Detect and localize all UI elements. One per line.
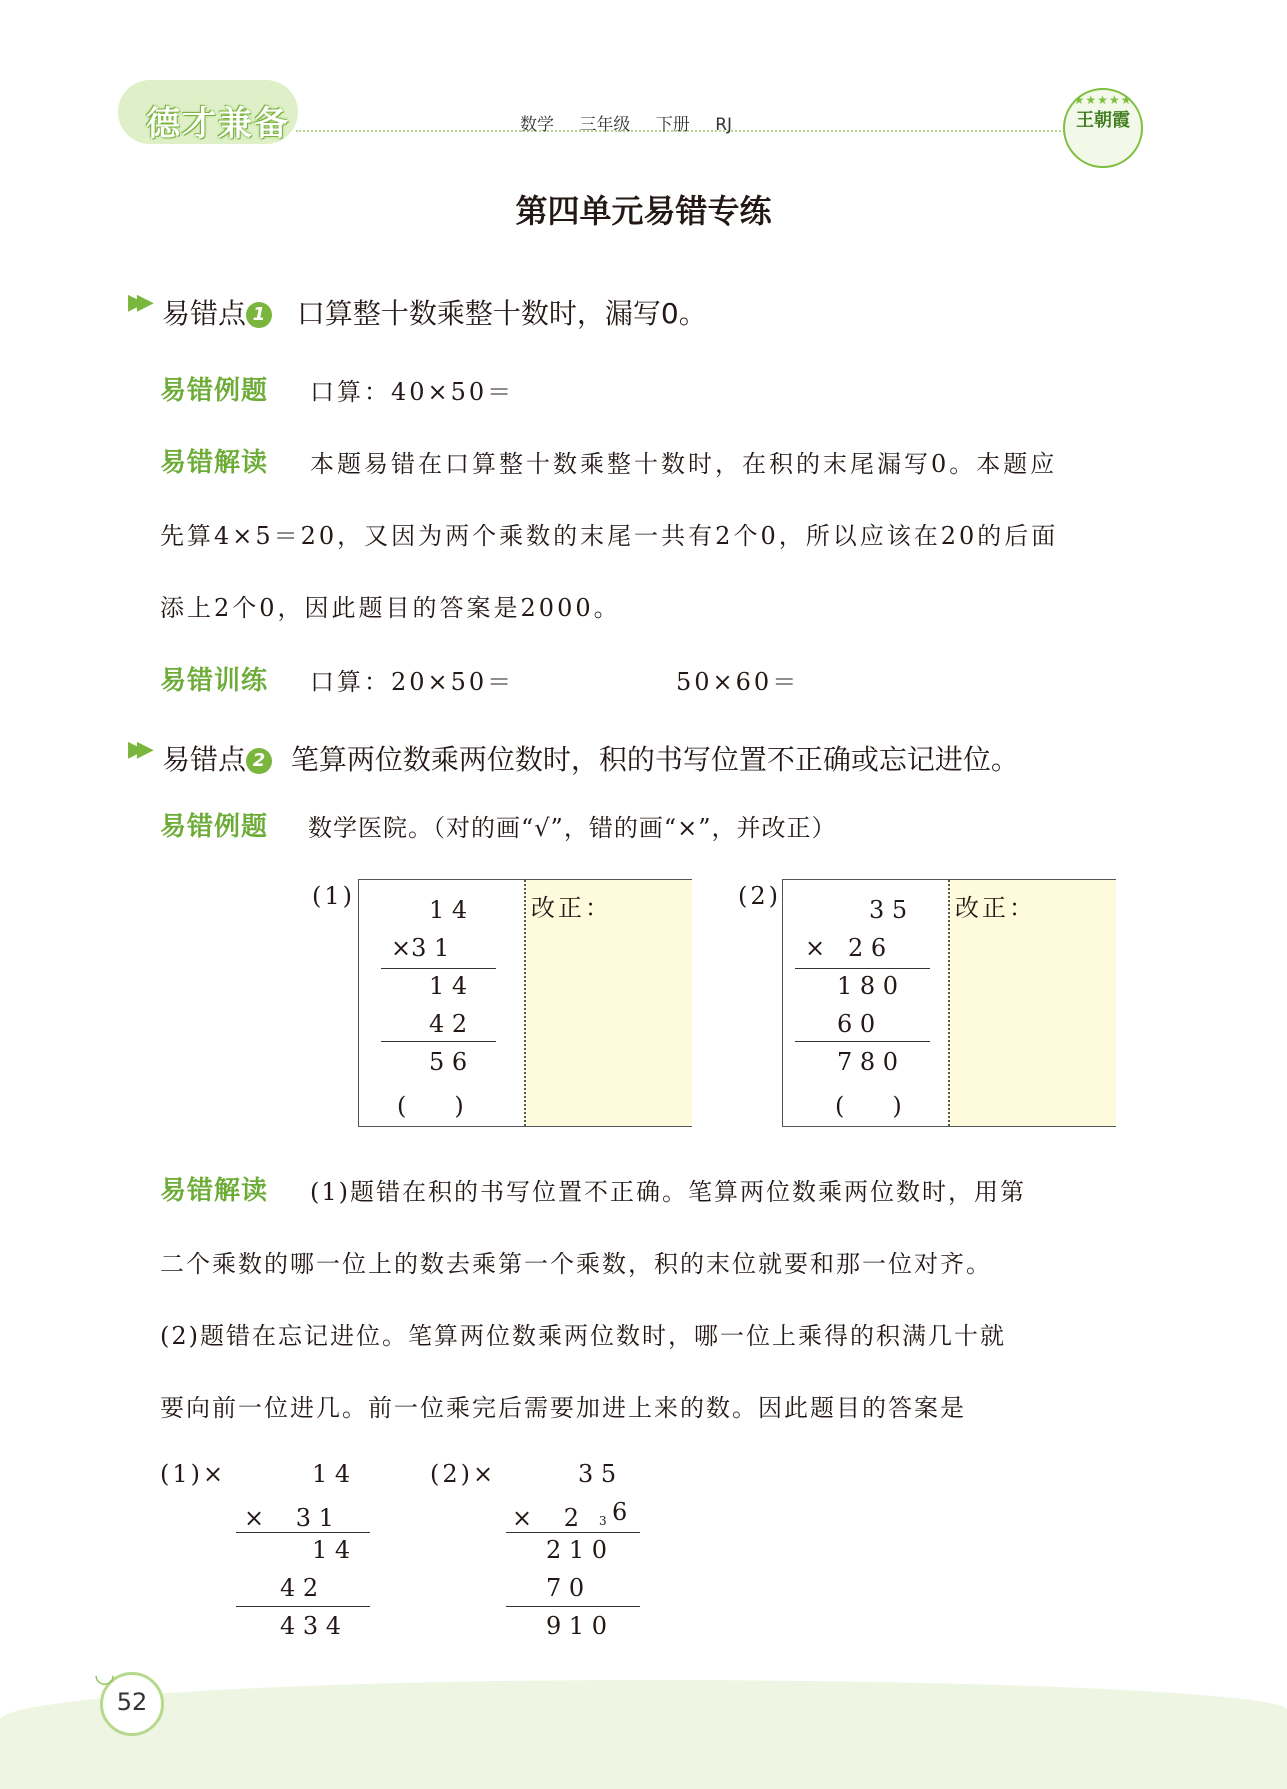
header-grade: 三年级 — [579, 115, 631, 135]
answer1-tag: (1)× — [160, 1460, 227, 1488]
point1-analysis-line1: 本题易错在口算整十数乘整十数时，在积的末尾漏写0。本题应 — [310, 450, 1058, 478]
dolphin-icon: ◡ — [94, 1660, 115, 1688]
point1-number: 1 — [246, 302, 272, 328]
box1-row3: 1 4 — [429, 972, 468, 1000]
point2-analysis-line3: (2)题错在忘记进位。笔算两位数乘两位数时，哪一位上乘得的积满几十就 — [160, 1322, 1006, 1350]
point2-heading — [162, 738, 1019, 778]
box1-row5: 5 6 — [429, 1048, 468, 1076]
box2 — [782, 879, 1116, 1127]
point2-number: 2 — [246, 748, 272, 774]
box2-row1: 3 5 — [869, 896, 908, 924]
point1-heading — [162, 292, 707, 332]
author-stamp — [1063, 88, 1143, 168]
point2-example-text: 数学医院。（对的画“√”，错的画“×”，并改正） — [308, 814, 837, 842]
point1-example-text: 口算：40×50＝ — [310, 378, 515, 406]
answer2-carry: 3 — [599, 1514, 607, 1528]
box2-judgement[interactable]: ( ) — [835, 1092, 902, 1120]
box1 — [358, 879, 692, 1127]
header-subject: 数学 — [520, 115, 554, 135]
page-number: 52 — [116, 1688, 148, 1716]
point2-analysis-line2: 二个乘数的哪一位上的数去乘第一个乘数，积的末位就要和那一位对齐。 — [160, 1250, 992, 1278]
point2-desc: 笔算两位数乘两位数时，积的书写位置不正确或忘记进位。 — [290, 743, 1019, 776]
box2-row5: 7 8 0 — [837, 1048, 899, 1076]
box2-row2: × 2 6 — [805, 934, 887, 962]
answer2-tag: (2)× — [430, 1460, 497, 1488]
box2-line2 — [795, 1041, 930, 1042]
answer1-row5: 4 3 4 — [280, 1612, 342, 1640]
point2-analysis-label: 易错解读 — [160, 1176, 269, 1206]
header-edition: RJ — [715, 115, 733, 135]
box2-row3: 1 8 0 — [837, 972, 899, 1000]
point1-analysis-line3: 添上2个0，因此题目的答案是2000。 — [160, 594, 621, 622]
answer1-row3: 1 4 — [312, 1536, 351, 1564]
box2-tag: (2) — [738, 882, 781, 910]
box1-judgement[interactable]: ( ) — [397, 1092, 464, 1120]
point1-training-b: 50×60＝ — [676, 668, 800, 696]
answer1-line2 — [236, 1606, 370, 1607]
box1-line2 — [381, 1041, 496, 1042]
answer2-row3: 2 1 0 — [546, 1536, 608, 1564]
answer2-line2 — [506, 1606, 640, 1607]
point1-analysis-line2: 先算4×5＝20，又因为两个乘数的末尾一共有2个0，所以应该在20的后面 — [160, 522, 1059, 550]
section-arrow-icon: ▶▶ — [128, 290, 146, 315]
header-volume: 下册 — [655, 115, 690, 135]
box2-correction-label: 改正： — [955, 894, 1036, 922]
answer1-row4: 4 2 — [280, 1574, 319, 1602]
point2-label: 易错点 — [162, 743, 247, 776]
answer2-row4: 7 0 — [546, 1574, 585, 1602]
brand-logo: 德才兼备 — [146, 104, 290, 144]
footer-band — [0, 1680, 1287, 1789]
box2-line1 — [795, 968, 930, 969]
point2-analysis-line1: (1)题错在积的书写位置不正确。笔算两位数乘两位数时，用第 — [310, 1178, 1026, 1206]
stars-icon: ★★★★★ — [1073, 93, 1133, 107]
answer2-row1: 3 5 — [578, 1460, 617, 1488]
answer2-row2: × 2 — [512, 1504, 580, 1532]
answer1-row2: × 3 1 — [244, 1504, 334, 1532]
box1-correction-label: 改正： — [531, 894, 612, 922]
answer1-line1 — [236, 1532, 370, 1533]
point1-training-a: 口算：20×50＝ — [310, 668, 515, 696]
box1-row1: 1 4 — [429, 896, 468, 924]
box1-row4: 4 2 — [429, 1010, 468, 1038]
point1-example-label: 易错例题 — [160, 376, 269, 406]
box1-tag: (1) — [312, 882, 355, 910]
point2-example-label: 易错例题 — [160, 812, 269, 842]
point1-analysis-label: 易错解读 — [160, 448, 269, 478]
stamp-name: 王朝霞 — [1076, 110, 1130, 131]
section-arrow-icon: ▶▶ — [128, 737, 146, 762]
box2-row4: 6 0 — [837, 1010, 876, 1038]
box1-line1 — [381, 968, 496, 969]
answer2-line1 — [506, 1532, 640, 1533]
point2-analysis-line4: 要向前一位进几。前一位乘完后需要加进上来的数。因此题目的答案是 — [160, 1394, 966, 1422]
point1-training-label: 易错训练 — [160, 666, 269, 696]
page-title: 第四单元易错专练 — [515, 192, 772, 230]
point1-desc: 口算整十数乘整十数时，漏写0。 — [296, 297, 707, 330]
point1-label: 易错点 — [162, 297, 247, 330]
answer1-row1: 1 4 — [312, 1460, 351, 1488]
answer2-row5: 9 1 0 — [546, 1612, 608, 1640]
header-book-info — [520, 110, 752, 135]
box1-row2: ×3 1 — [391, 934, 450, 962]
answer2-row2-digit: 6 — [612, 1498, 628, 1526]
